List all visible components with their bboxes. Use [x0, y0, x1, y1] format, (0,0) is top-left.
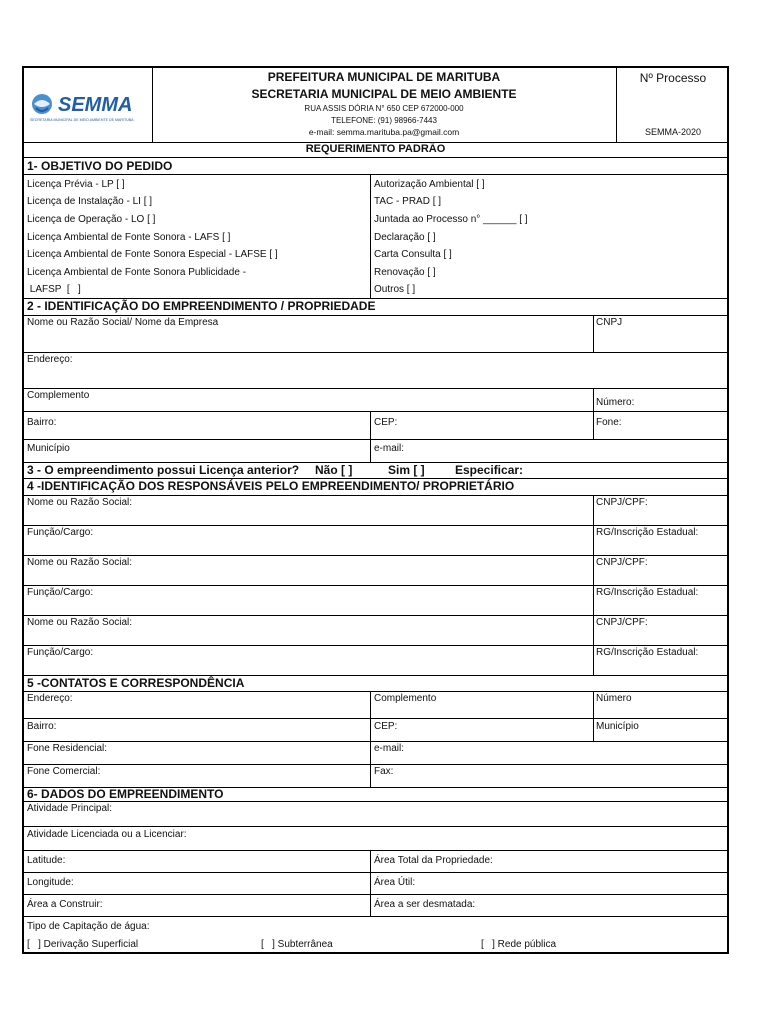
divider [24, 826, 727, 827]
processo-label: Nº Processo [639, 71, 707, 85]
divider [370, 850, 371, 916]
section-3-question: 3 - O empreendimento possui Licença anterior? [27, 463, 300, 477]
contato-fone-residencial[interactable]: Fone Residencial: [27, 743, 108, 754]
contato-fone-comercial[interactable]: Fone Comercial: [27, 766, 101, 777]
divider [24, 352, 727, 353]
captacao-superficial[interactable]: [ ] Derivação Superficial [27, 939, 139, 950]
divider [24, 615, 727, 616]
dept-name: SECRETARIA MUNICIPAL DE MEIO AMBIENTE [251, 87, 517, 101]
option-lafse[interactable]: Licença Ambiental de Fonte Sonora Especial - LAFSE [ ] [27, 249, 278, 260]
divider [24, 495, 727, 496]
field-bairro[interactable]: Bairro: [27, 417, 57, 428]
processo-code: SEMMA-2020 [644, 127, 702, 137]
field-endereco[interactable]: Endereço: [27, 354, 73, 365]
field-complemento[interactable]: Complemento [27, 390, 90, 401]
divider [24, 525, 727, 526]
option-lp[interactable]: Licença Prévia - LP [ ] [27, 179, 125, 190]
especificar-field[interactable]: Especificar: [455, 463, 524, 477]
address: RUA ASSIS DÓRIA N° 650 CEP 672000-000 [304, 104, 464, 113]
section-5-title: 5 -CONTATOS E CORRESPONDÊNCIA [27, 676, 245, 690]
field-cnpj[interactable]: CNPJ [596, 317, 623, 328]
divider [24, 894, 727, 895]
resp-1-funcao[interactable]: Função/Cargo: [27, 527, 94, 538]
licenca-nao-checkbox[interactable]: Não [ ] [315, 463, 353, 477]
option-carta-consulta[interactable]: Carta Consulta [ ] [374, 249, 452, 260]
field-numero[interactable]: Número: [596, 397, 635, 408]
contato-municipio[interactable]: Município [596, 721, 639, 732]
option-renovacao[interactable]: Renovação [ ] [374, 267, 436, 278]
resp-2-nome[interactable]: Nome ou Razão Social: [27, 557, 133, 568]
divider [593, 388, 594, 439]
licenca-sim-checkbox[interactable]: Sim [ ] [388, 463, 425, 477]
divider [24, 718, 727, 719]
resp-3-funcao[interactable]: Função/Cargo: [27, 647, 94, 658]
semma-logo-icon [28, 92, 146, 124]
latitude[interactable]: Latitude: [27, 855, 66, 866]
option-juntada[interactable]: Juntada ao Processo n° ______ [ ] [374, 214, 528, 225]
area-util[interactable]: Área Útil: [374, 877, 416, 888]
divider [370, 691, 371, 787]
resp-2-cnpj-cpf[interactable]: CNPJ/CPF: [596, 557, 648, 568]
captacao-label: Tipo de Capitação de água: [27, 921, 150, 932]
divider [24, 872, 727, 873]
option-lafs[interactable]: Licença Ambiental de Fonte Sonora - LAFS [ ] [27, 232, 231, 243]
logo-text: SEMMA [58, 94, 133, 116]
captacao-subterranea[interactable]: [ ] Subterrânea [261, 939, 333, 950]
divider [24, 439, 727, 440]
section-6-title: 6- DADOS DO EMPREENDIMENTO [27, 787, 224, 801]
email: e-mail: semma.marituba.pa@gmail.com [308, 127, 460, 137]
atividade-principal[interactable]: Atividade Principal: [27, 803, 113, 814]
resp-3-rg[interactable]: RG/Inscrição Estadual: [596, 647, 699, 658]
option-lafsp[interactable]: LAFSP [ ] [27, 284, 81, 295]
form-title: REQUERIMENTO PADRÃO [305, 143, 446, 155]
field-fone[interactable]: Fone: [596, 417, 622, 428]
option-li[interactable]: Licença de Instalação - LI [ ] [27, 196, 153, 207]
divider [24, 764, 727, 765]
option-lo[interactable]: Licença de Operação - LO [ ] [27, 214, 156, 225]
area-construir[interactable]: Área a Construir: [27, 899, 103, 910]
resp-1-rg[interactable]: RG/Inscrição Estadual: [596, 527, 699, 538]
resp-3-nome[interactable]: Nome ou Razão Social: [27, 617, 133, 628]
divider [24, 691, 727, 692]
contato-email[interactable]: e-mail: [374, 743, 405, 754]
logo-subtext: SECRETARIA MUNICIPAL DE MEIO AMBIENTE DE MARITUBA [30, 118, 134, 122]
divider [24, 916, 727, 917]
option-autorizacao[interactable]: Autorização Ambiental [ ] [374, 179, 485, 190]
resp-3-cnpj-cpf[interactable]: CNPJ/CPF: [596, 617, 648, 628]
field-email[interactable]: e-mail: [374, 443, 405, 454]
divider [24, 555, 727, 556]
field-cep[interactable]: CEP: [374, 417, 398, 428]
contato-complemento[interactable]: Complemento [374, 693, 437, 704]
option-outros[interactable]: Outros [ ] [374, 284, 416, 295]
divider [370, 411, 371, 462]
divider [24, 157, 727, 158]
phone: TELEFONE: (91) 98966-7443 [331, 116, 437, 125]
resp-1-nome[interactable]: Nome ou Razão Social: [27, 497, 133, 508]
contato-bairro[interactable]: Bairro: [27, 721, 57, 732]
area-total[interactable]: Área Total da Propriedade: [374, 855, 493, 866]
resp-2-rg[interactable]: RG/Inscrição Estadual: [596, 587, 699, 598]
divider [24, 388, 727, 389]
divider [24, 585, 727, 586]
option-lafsp-label: Licença Ambiental de Fonte Sonora Publicidade - [27, 267, 247, 278]
field-municipio[interactable]: Município [27, 443, 70, 454]
field-nome-empresa[interactable]: Nome ou Razão Social/ Nome da Empresa [27, 317, 219, 328]
option-tac-prad[interactable]: TAC - PRAD [ ] [374, 196, 442, 207]
section-4-title: 4 -IDENTIFICAÇÃO DOS RESPONSÁVEIS PELO EMPREENDIMENTO/ PROPRIETÁRIO [27, 479, 515, 493]
contato-endereco[interactable]: Endereço: [27, 693, 73, 704]
longitude[interactable]: Longitude: [27, 877, 74, 888]
option-declaracao[interactable]: Declaração [ ] [374, 232, 436, 243]
captacao-rede-publica[interactable]: [ ] Rede pública [481, 939, 557, 950]
contato-cep[interactable]: CEP: [374, 721, 398, 732]
section-1-title: 1- OBJETIVO DO PEDIDO [27, 159, 173, 173]
divider [24, 850, 727, 851]
divider [24, 411, 727, 412]
section-2-title: 2 - IDENTIFICAÇÃO DO EMPREENDIMENTO / PROPRIEDADE [27, 299, 376, 313]
resp-2-funcao[interactable]: Função/Cargo: [27, 587, 94, 598]
divider [593, 691, 594, 741]
divider [24, 645, 727, 646]
resp-1-cnpj-cpf[interactable]: CNPJ/CPF: [596, 497, 648, 508]
divider [24, 315, 727, 316]
requerimento-form [22, 66, 729, 954]
divider [24, 174, 727, 175]
atividade-licenciada[interactable]: Atividade Licenciada ou a Licenciar: [27, 829, 187, 840]
divider [593, 315, 594, 352]
area-desmatada[interactable]: Área a ser desmatada: [374, 899, 476, 910]
divider [24, 801, 727, 802]
contato-numero[interactable]: Número [596, 693, 632, 704]
contato-fax[interactable]: Fax: [374, 766, 394, 777]
org-name: PREFEITURA MUNICIPAL DE MARITUBA [267, 70, 501, 84]
divider [24, 741, 727, 742]
divider [370, 174, 371, 298]
